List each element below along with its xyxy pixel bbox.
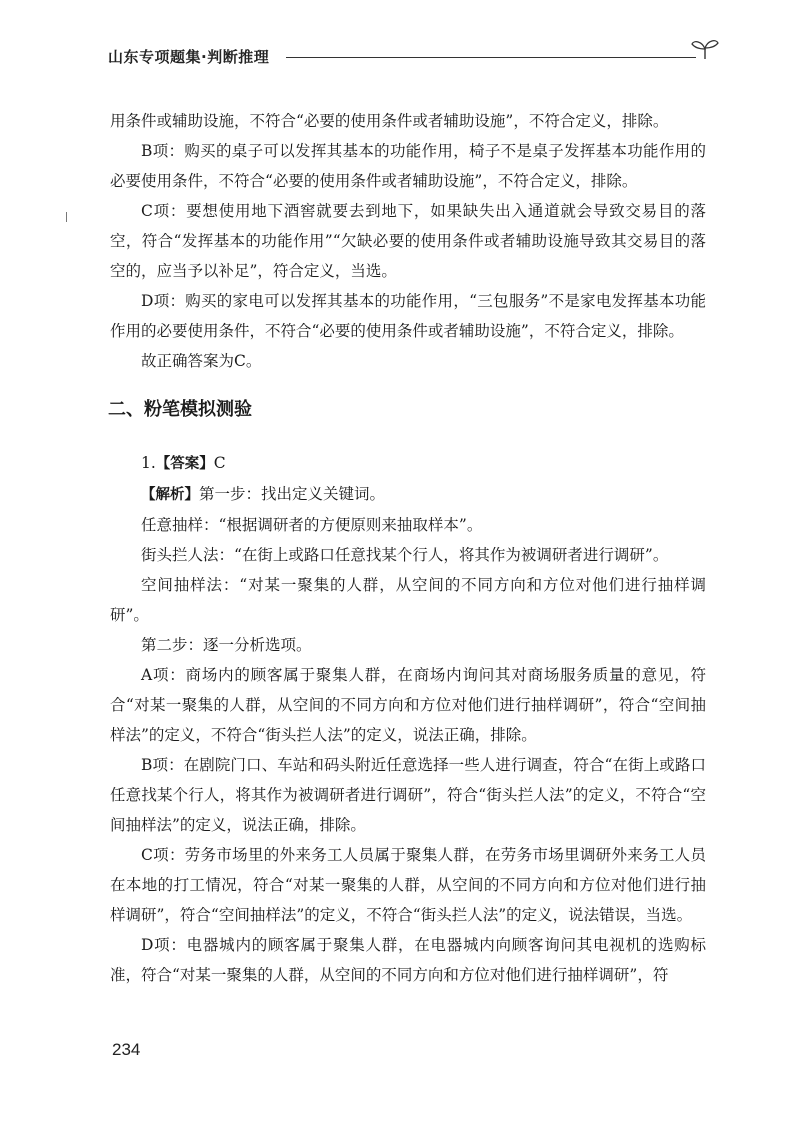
definition-line: 空间抽样法：“对某一聚集的人群，从空间的不同方向和方位对他们进行抽样调研”。 — [110, 576, 706, 624]
question-answer-line — [110, 448, 706, 479]
answer-value: C — [213, 454, 226, 472]
option-c-analysis: C项：劳务市场里的外来务工人员属于聚集人群，在劳务市场里调研外来务工人员在本地的打工情况，符合“对某一聚集的人群，从空间的不同方向和方位对他们进行抽样调研”，符合“空间抽样法”的定义，不符合“街头拦人法”的定义，说法错误，当选。 — [110, 846, 706, 924]
paragraph-option-d: D项：购买的家电可以发挥其基本的功能作用，“三包服务”不是家电发挥基本功能作用的必要使用条件，不符合“必要的使用条件或者辅助设施”，不符合定义，排除。 — [110, 292, 706, 340]
question-number: 1. — [141, 454, 156, 472]
paragraph-option-c: C项：要想使用地下酒窖就要去到地下，如果缺失出入通道就会导致交易目的落空，符合“发挥基本的功能作用”“欠缺必要的使用条件或者辅助设施导致其交易目的落空的，应当予以补足”，符合定义，当选。 — [110, 202, 706, 280]
sprout-icon — [690, 36, 720, 60]
margin-mark — [66, 212, 67, 222]
paragraph-conclusion: 故正确答案为C。 — [141, 352, 262, 370]
page-body — [110, 106, 706, 990]
analysis-tag: 【解析】 — [141, 487, 199, 503]
header-title: 山东专项题集·判断推理 — [108, 48, 270, 66]
definition-line: 任意抽样：“根据调研者的方便原则来抽取样本”。 — [141, 516, 483, 534]
page-number: 234 — [112, 1040, 141, 1059]
paragraph: 用条件或辅助设施，不符合“必要的使用条件或者辅助设施”，不符合定义，排除。 — [110, 112, 669, 130]
option-b-analysis: B项：在剧院门口、车站和码头附近任意选择一些人进行调查，符合“在街上或路口任意找某个行人，将其作为被调研者进行调研”，符合“街头拦人法”的定义，不符合“空间抽样法”的定义，说法正确，排除。 — [110, 756, 706, 834]
step-line: 第二步：逐一分析选项。 — [141, 636, 312, 654]
paragraph-option-b: B项：购买的桌子可以发挥其基本的功能作用，椅子不是桌子发挥基本功能作用的必要使用条件，不符合“必要的使用条件或者辅助设施”，不符合定义，排除。 — [110, 142, 706, 190]
header-rule — [286, 57, 696, 58]
running-header — [108, 44, 720, 70]
definition-line: 街头拦人法：“在街上或路口任意找某个行人，将其作为被调研者进行调研”。 — [141, 546, 669, 564]
option-d-analysis: D项：电器城内的顾客属于聚集人群，在电器城内向顾客询问其电视机的选购标准，符合“对某一聚集的人群，从空间的不同方向和方位对他们进行抽样调研”，符 — [110, 936, 706, 984]
section-heading: 二、粉笔模拟测验 — [108, 399, 252, 420]
option-a-analysis: A项：商场内的顾客属于聚集人群，在商场内询问其对商场服务质量的意见，符合“对某一聚集的人群，从空间的不同方向和方位对他们进行抽样调研”，符合“空间抽样法”的定义，不符合“街头拦人法”的定义，说法正确，排除。 — [110, 666, 706, 744]
analysis-intro: 第一步：找出定义关键词。 — [199, 485, 386, 503]
analysis-line — [110, 479, 706, 510]
answer-tag: 【答案】 — [155, 456, 214, 472]
